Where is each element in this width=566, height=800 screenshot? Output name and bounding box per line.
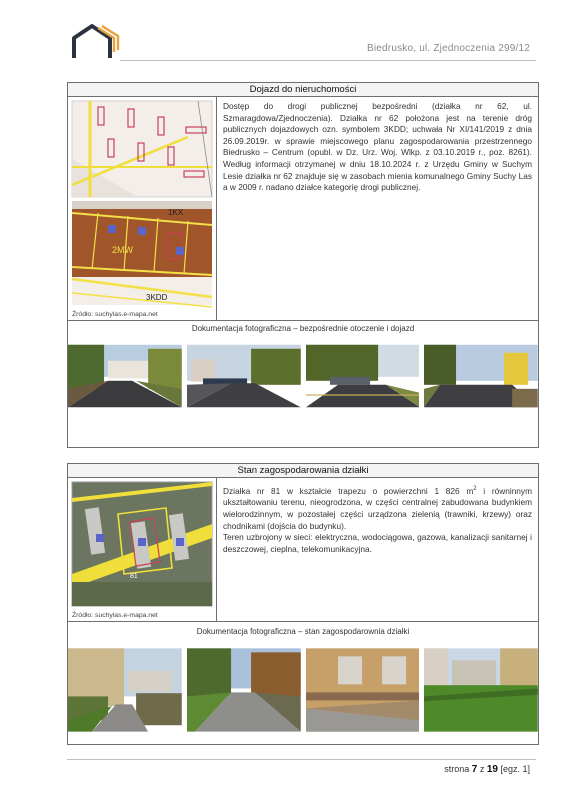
current-page: 7 xyxy=(471,764,478,775)
cadastral-map-image xyxy=(68,97,217,321)
zone-label-3kdd: 3KDD xyxy=(146,293,168,302)
access-section-title: Dojazd do nieruchomości xyxy=(68,83,538,97)
access-photo-4 xyxy=(424,337,538,415)
plot-label-81: 81 xyxy=(130,573,138,580)
access-section xyxy=(67,82,539,448)
development-photo-4 xyxy=(424,638,538,742)
total-pages: 19 xyxy=(486,764,498,775)
development-description xyxy=(217,478,538,621)
page-word: strona xyxy=(444,764,470,774)
house-logo-icon xyxy=(70,22,120,62)
development-map xyxy=(68,478,217,621)
access-description: Dostęp do drogi publicznej bezpośredni (działka nr 62, ul. Szmaragdowa/Zjednoczenia). Działka nr 62 położona jest na terenie dróg publicznych dojazdowych ozn. symbolem 3KDD; uchwała Nr XI/141/2019 z dnia 26.09.2019r. w sprawie miejscowego planu zagospodarowania przestrzennego Biedrusko – Centrum (opubl. w Dz. Urz. Woj. Wlkp. z 03.10.2019 r., poz. 8261). Według informacji otrzymanej w dniu 18.10.2024 r. z Urzędu Gminy w Suchym Lesie działka nr 62 znajduje się w zasobach mienia komunalnego Gminy Suchy Las a w 2009 r. nadano działce kategorię drogi publicznej. xyxy=(223,101,532,193)
header-divider xyxy=(120,60,536,61)
copy-number: [egz. 1] xyxy=(500,764,530,774)
area-unit-superscript: 2 xyxy=(473,486,477,492)
zone-label-1kx: 1KX xyxy=(168,208,184,217)
access-photo-1 xyxy=(68,337,182,415)
development-section-title: Stan zagospodarowania działki xyxy=(68,464,538,478)
access-photo-2 xyxy=(187,337,301,415)
development-photo-3 xyxy=(306,638,420,742)
access-map xyxy=(68,97,217,320)
of-word: z xyxy=(479,764,485,774)
access-photo-3 xyxy=(306,337,420,415)
development-map-source: Źródło: suchylas.e-mapa.net xyxy=(72,612,158,619)
development-photos xyxy=(68,636,538,742)
footer-divider xyxy=(67,759,536,760)
development-section xyxy=(67,463,539,745)
page-number xyxy=(444,764,530,775)
header-location: Biedrusko, ul. Zjednoczenia 299/12 xyxy=(366,43,530,54)
development-text-part2: i równinnym ukształtowaniu terenu, nieogrodzona, w części centralnej zabudowana budynkiem wielorodzinnym, w pozostałej części urządzona zielenią (trawniki, krzewy) oraz chodnikami (dojścia do budynku). xyxy=(223,485,532,531)
zone-label-2mw: 2MW xyxy=(112,245,133,255)
development-text-part1: Działka nr 81 w kształcie trapezu o powierzchni 1 826 m xyxy=(223,485,474,496)
access-map-source: Źródło: suchylas.e-mapa.net xyxy=(72,311,158,318)
development-utilities-text: Teren uzbrojony w sieci: elektryczna, wodociągowa, gazowa, kanalizacji sanitarnej i deszczowej, cieplna, telekomunikacyjna. xyxy=(223,532,532,554)
access-photo-caption: Dokumentacja fotograficzna – bezpośrednie otoczenie i dojazd xyxy=(191,324,415,333)
development-photo-1 xyxy=(68,638,182,742)
development-photo-caption: Dokumentacja fotograficzna – stan zagospodarownia działki xyxy=(196,627,410,636)
access-photos xyxy=(68,335,538,415)
development-photo-2 xyxy=(187,638,301,742)
orthophoto-map-image xyxy=(68,478,217,622)
